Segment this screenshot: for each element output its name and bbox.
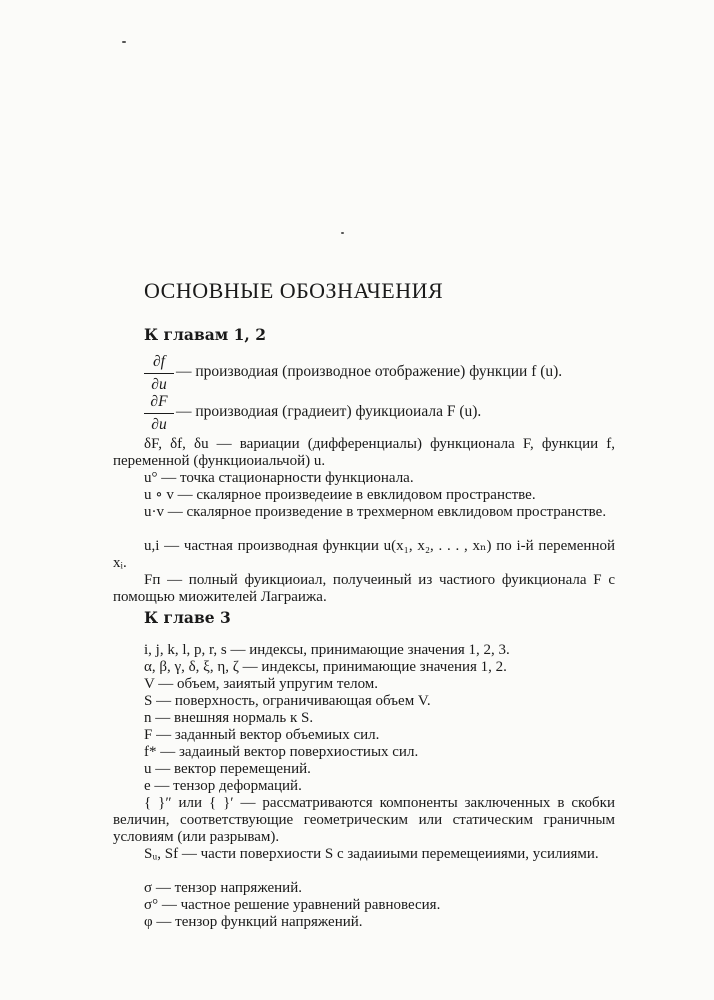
fraction-dF-du [144, 392, 174, 435]
print-speck [122, 41, 126, 43]
fraction-denominator: ∂u [151, 376, 167, 393]
definition-full-functional: Fп — полный фуикциоиал, получеиный из частиого фуикционала F с помощью миожителей Лаграижа. [113, 572, 615, 605]
definition-indices-latin: i, j, k, l, p, r, s — индексы, принимающие значения 1, 2, 3. [144, 642, 510, 658]
fraction-description: — производиая (производное отображение) функции f (u). [176, 363, 563, 380]
definition-stress-function-tensor: φ — тензор функций напряжений. [144, 914, 363, 930]
fraction-denominator: ∂u [151, 416, 167, 433]
fraction-numerator: ∂F [150, 393, 168, 410]
definition-partial-derivative: u,i — частная производная функции u(x₁, x₂, . . . , xₙ) по i-й переменной xᵢ. [113, 538, 615, 571]
definition-partial-f [144, 352, 624, 396]
fraction-numerator: ∂f [153, 353, 165, 370]
fraction-df-du [144, 352, 174, 395]
definition-scalar-product-3d: u·v — скалярное произведение в трехмерном евклидовом пространстве. [144, 504, 607, 520]
definition-indices-greek: α, β, γ, δ, ξ, η, ζ — индексы, принимающие значения 1, 2. [144, 659, 507, 675]
print-speck [341, 232, 344, 234]
fraction-bar [144, 373, 174, 374]
definition-variations: δF, δf, δu — вариации (дифференциалы) функционала F, функции f, переменной (функциоиальчой) u. [113, 436, 615, 469]
definition-brackets: { }″ или { }′ — рассматриваются компоненты заключенных в скобки величин, соответствующие геометрическим или статическим граничным условиям (или разрывам). [113, 795, 615, 845]
definition-surface-parts: Sᵤ, Sf — части поверхиости S с задаииыми перемещеииями, усилиями. [144, 846, 599, 862]
definition-stationary-point: u° — точка стационарности функционала. [144, 470, 414, 486]
definition-partial-F [144, 392, 624, 436]
definition-strain-tensor: e — тензор деформаций. [144, 778, 302, 794]
fraction-bar [144, 413, 174, 414]
definition-body-forces: F — заданный вектор объемиых сил. [144, 727, 380, 743]
page-title: ОСНОВНЫЕ ОБОЗНАЧЕНИЯ [144, 278, 444, 303]
definition-normal: n — внешняя нормаль к S. [144, 710, 314, 726]
section-heading-chapter-3: К главе 3 [144, 608, 231, 627]
definition-surface: S — поверхность, ограничивающая объем V. [144, 693, 431, 709]
definition-scalar-product-euclid: u ∘ v — скалярное произведеиие в евклидовом пространстве. [144, 487, 536, 503]
definition-stress-tensor: σ — тензор напряжений. [144, 880, 302, 896]
definition-particular-solution: σ° — частное решение уравнений равновесия. [144, 897, 441, 913]
fraction-description: — производиая (градиеит) фуикциоиала F (u). [176, 403, 482, 420]
definition-displacement: u — вектор перемещений. [144, 761, 311, 777]
section-heading-chapters-1-2: К главам 1, 2 [144, 325, 267, 344]
definition-surface-forces: f* — задаиный вектор поверхиостиых сил. [144, 744, 419, 760]
definition-volume: V — объем, заиятый упругим телом. [144, 676, 379, 692]
